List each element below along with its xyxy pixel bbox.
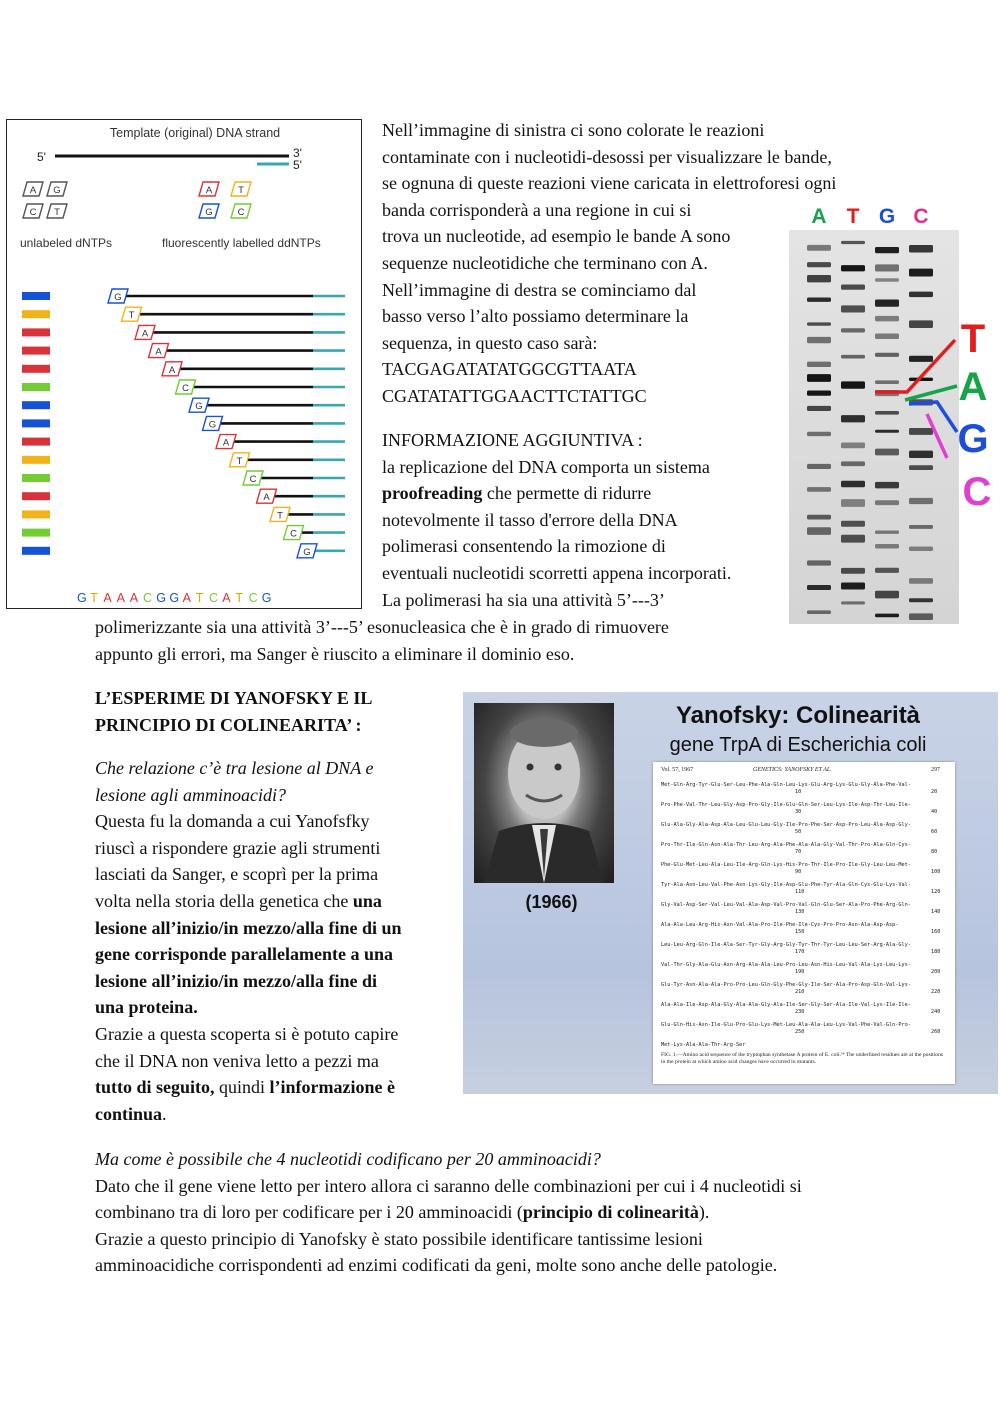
- gel-band: [807, 515, 831, 520]
- gel-bar: [22, 401, 50, 409]
- fragment-terminator: [122, 307, 142, 321]
- reading-letter: A: [958, 365, 988, 409]
- reading-letter: C: [962, 470, 992, 514]
- gel-band: [875, 544, 899, 549]
- gel-band: [807, 262, 831, 267]
- para1-line: banda corrisponderà a una regione in cui si: [382, 199, 692, 220]
- para1-line: trova un nucleotide, ad esempio le bande A sono: [382, 226, 731, 247]
- paper-residue-number: 220: [931, 989, 941, 995]
- paper-residue-number: 130: [795, 909, 805, 915]
- gel-bar: [22, 456, 50, 464]
- gel-bar: [22, 310, 50, 318]
- paper-residue-number: 50: [795, 829, 802, 835]
- reading-letter: G: [957, 417, 989, 461]
- body-line: [95, 1074, 402, 1101]
- gel-band: [807, 560, 831, 565]
- question-line: Ma come è possibile che 4 nucleotidi codificano per 20 amminoacidi?: [95, 1149, 601, 1169]
- body-plain: ).: [698, 1202, 710, 1223]
- gel-band: [875, 530, 899, 533]
- gel-bar: [22, 474, 50, 482]
- photo-caption: (1966): [525, 892, 578, 912]
- para1-line: Nell’immagine di sinistra ci sono colorate le reazioni: [382, 120, 765, 140]
- body-bold: una: [352, 890, 382, 911]
- section-yanofsky-heading: [95, 685, 372, 738]
- fragment-terminator-letter: T: [277, 510, 283, 522]
- gel-band: [909, 498, 933, 504]
- portrait-svg: [474, 703, 614, 883]
- paper-sequence-line: Ala-Ala-Ile-Asp-Ala-Gly-Ala-Ala-Gly-Ala-Ile-Ser-Gly-Ser-Ala-Ile-Val-Lys-Ile-Ile-: [661, 1002, 911, 1008]
- body-line: Dato che il gene viene letto per intero allora ci saranno delle combinazioni per cui i 4 nucleotidi si: [95, 1175, 802, 1196]
- paper-residue-number: 30: [795, 809, 802, 815]
- unlabeled-nucleotide: [47, 204, 67, 218]
- gel-band: [841, 499, 865, 507]
- labeled-nucleotide: [199, 204, 219, 218]
- para1-line: sequenza, in questo caso sarà:: [382, 332, 598, 353]
- fragment-terminator: [284, 526, 304, 540]
- info-line: [382, 480, 731, 507]
- sequence-letter: C: [209, 591, 219, 605]
- gel-band: [909, 320, 933, 328]
- body-line: riuscì a rispondere grazie agli strumenti: [95, 837, 381, 858]
- gel-band: [909, 428, 933, 435]
- fragment-terminator: [189, 398, 209, 412]
- body-plain: volta nella storia della genetica che: [95, 890, 353, 911]
- body-bold-line: lesione all’inizio/in mezzo/alla fine di un: [95, 917, 402, 938]
- sequence-letter: G: [77, 591, 87, 605]
- gel-band: [875, 380, 899, 384]
- labeled-nucleotide-letter: A: [205, 185, 213, 196]
- fragment-terminator-letter: C: [290, 528, 297, 540]
- sequence-letter: G: [169, 591, 180, 605]
- fragment-terminator: [149, 344, 169, 358]
- paper-sequence-line: Leu-Leu-Arg-Gln-Ile-Ala-Ser-Tyr-Gly-Arg-Gly-Tyr-Thr-Tyr-Leu-Leu-Ser-Arg-Ala-Gly-: [661, 942, 911, 948]
- body-plain: quindi: [214, 1077, 270, 1098]
- sequence-letter: G: [261, 591, 272, 605]
- fragment-terminator-letter: G: [114, 292, 122, 303]
- unlabeled-nucleotide-letter: T: [54, 207, 60, 218]
- eye-right: [555, 764, 562, 771]
- paper-caption: FIG. 1.—Amino acid sequence of the tryptophan synthetase A protein of E. coli.²⁴ The underlined residues are at the positions in the protein at which amino acid changes have occurred in mutants.: [661, 1052, 944, 1065]
- fragment-terminator: [243, 471, 263, 485]
- paper-sequence-line: Phe-Glu-Met-Leu-Ala-Leu-Ile-Arg-Gln-Lys-His-Pro-Thr-Ile-Pro-Ile-Gly-Leu-Leu-Met-: [661, 862, 911, 868]
- gel-band: [841, 568, 865, 574]
- body-bold-line: una proteina.: [95, 997, 198, 1018]
- fragment-terminator: [257, 489, 277, 503]
- fragment-terminator: [216, 435, 236, 449]
- five-prime-left-label: 5': [37, 150, 46, 164]
- gel-bar: [22, 510, 50, 518]
- unlabeled-dntps-label: unlabeled dNTPs: [20, 236, 113, 250]
- section-coding-question: [95, 1146, 802, 1279]
- five-prime-right-label: 5': [293, 158, 302, 172]
- slide-title: Yanofsky: Colinearità: [675, 702, 921, 729]
- paper-residue-number: 70: [795, 849, 802, 855]
- gel-band: [841, 481, 865, 487]
- paper-residue-number: 230: [795, 1009, 805, 1015]
- gel-bar: [22, 347, 50, 355]
- paper-residue-number: 90: [795, 869, 802, 875]
- paper-residue-number: 100: [931, 869, 941, 875]
- gel-band: [909, 451, 933, 458]
- gel-band: [807, 487, 831, 492]
- paper-residue-number: 20: [931, 789, 938, 795]
- sequence-line: TACGAGATATATGGCGTTAATA: [382, 359, 637, 380]
- sanger-diagram-figure: [6, 119, 362, 609]
- gel-band: [807, 362, 831, 367]
- sequence-letter: A: [222, 591, 231, 605]
- paper-residue-number: 60: [931, 829, 938, 835]
- gel-band: [841, 305, 865, 312]
- info-line: appunto gli errori, ma Sanger è riuscito a eliminare il dominio eso.: [95, 643, 575, 664]
- gel-band: [807, 322, 831, 325]
- fragment-terminator-letter: T: [128, 310, 135, 322]
- body-line: che il DNA non veniva letto a pezzi ma: [95, 1050, 379, 1071]
- para1-line: se ognuna di queste reazioni viene caricata in elettroforesi ogni: [382, 173, 837, 194]
- body-line: [95, 1101, 402, 1128]
- paper-header-left: Vol. 57, 1967: [661, 767, 694, 773]
- sequence-letter: T: [195, 591, 204, 605]
- gel-band: [875, 430, 899, 433]
- sequence-letter: C: [143, 591, 153, 605]
- gel-band: [841, 381, 865, 388]
- unlabeled-nucleotide: [23, 204, 43, 218]
- info-block: [382, 427, 731, 613]
- para1-line: contaminate con i nucleotidi-desossi per visualizzare le bande,: [382, 146, 832, 167]
- gel-bar: [22, 365, 50, 373]
- paper-residue-number: 170: [795, 949, 805, 955]
- gel-band: [807, 275, 831, 282]
- body-line: [95, 888, 402, 915]
- labeled-nucleotide-letter: G: [205, 207, 213, 218]
- lane-label: A: [811, 205, 827, 228]
- unlabeled-nucleotide-letter: G: [53, 185, 61, 196]
- gel-band: [841, 521, 865, 527]
- paper-sequence-line: Met-Lys-Ala-Ala-Thr-Arg-Ser: [661, 1042, 746, 1048]
- hair-shape: [510, 719, 578, 747]
- gel-band: [841, 601, 865, 604]
- body-bold: principio di colinearità: [522, 1202, 699, 1223]
- body-line: amminoacidiche corrispondenti ad enzimi codificati da geni, molte sono anche delle patologie.: [95, 1255, 778, 1276]
- info-heading: INFORMAZIONE AGGIUNTIVA :: [382, 430, 643, 450]
- gel-band: [909, 546, 933, 551]
- paper-residue-number: 200: [931, 969, 941, 975]
- info-line: eventuali nucleotidi scorretti appena incorporati.: [382, 562, 732, 583]
- fragment-terminator: [297, 544, 317, 558]
- gel-band: [875, 316, 899, 321]
- labeled-nucleotide-letter: T: [238, 185, 244, 196]
- paper-residue-number: 110: [795, 889, 805, 895]
- body-line: Questa fu la domanda a cui Yanofsfky: [95, 811, 370, 832]
- labeled-nucleotide: [231, 204, 251, 218]
- paper-sequence-line: Ala-Ala-Leu-Arg-His-Asn-Val-Ala-Pro-Ile-Phe-Ile-Cys-Pro-Pro-Asn-Ala-Asp-Asp-: [661, 922, 899, 928]
- info-block-continued: [95, 614, 669, 667]
- info-line: la replicazione del DNA comporta un sistema: [382, 456, 710, 477]
- reading-letter: T: [960, 317, 986, 361]
- paper-sequence-line: Met-Gln-Arg-Tyr-Glu-Ser-Leu-Phe-Ala-Gln-Leu-Lys-Glu-Arg-Lys-Glu-Gly-Ala-Phe-Val-: [661, 782, 911, 788]
- unlabeled-dntps-group: [23, 182, 67, 218]
- body-bold: continua: [95, 1103, 163, 1124]
- gel-band: [807, 585, 831, 590]
- paper-sequence-line: Tyr-Ala-Asn-Leu-Val-Phe-Asn-Lys-Gly-Ile-Asp-Glu-Phe-Tyr-Ala-Gln-Cys-Glu-Lys-Val-: [661, 882, 911, 888]
- fragment-terminator-letter: A: [141, 328, 149, 340]
- fragment-terminator: [176, 380, 196, 394]
- gel-band: [909, 292, 933, 297]
- info-line-rest: che permette di ridurre: [482, 483, 652, 504]
- sequencing-gel-figure: [787, 200, 995, 624]
- sequence-line: CGATATATTGGAACTTCTATTGC: [382, 385, 647, 406]
- gel-band: [841, 461, 865, 466]
- sequencing-gel-svg: [787, 200, 995, 624]
- gel-band: [841, 355, 865, 359]
- fragment-terminator-letter: C: [182, 383, 189, 394]
- three-prime-label: 3': [293, 146, 302, 160]
- paper-residue-number: 180: [931, 949, 941, 955]
- body-line: lasciati da Sanger, e scoprì per la prima: [95, 864, 379, 885]
- gel-band: [841, 415, 865, 422]
- gel-band: [875, 334, 899, 339]
- info-line: polimerasi consentendo la rimozione di: [382, 536, 666, 557]
- para1-line: Nell’immagine di destra se cominciamo dal: [382, 279, 697, 300]
- gel-band: [875, 482, 899, 489]
- gel-band: [909, 613, 933, 620]
- paper-residue-number: 210: [795, 989, 805, 995]
- paper-residue-number: 190: [795, 969, 805, 975]
- fragment-terminator-letter: A: [168, 364, 176, 376]
- fragment-terminator: [108, 289, 128, 303]
- paper-residue-number: 160: [931, 929, 941, 935]
- gel-band: [807, 297, 831, 301]
- lane-label: C: [913, 205, 929, 228]
- unlabeled-nucleotide-letter: C: [29, 207, 37, 218]
- gel-band: [875, 411, 899, 415]
- gel-band: [841, 241, 865, 244]
- paper-residue-number: 10: [795, 789, 802, 795]
- sequence-letter: T: [90, 591, 98, 605]
- labeled-nucleotide: [199, 182, 219, 196]
- gel-band: [875, 591, 899, 599]
- gel-lane-labels: [811, 205, 928, 228]
- sequence-letter: G: [156, 591, 166, 605]
- gel-band: [875, 247, 899, 253]
- paper-residue-number: 150: [795, 929, 805, 935]
- body-plain: combinano tra di loro per codificare per i 20 amminoacidi (: [95, 1202, 523, 1223]
- sequence-letter: A: [182, 591, 191, 605]
- section-heading: PRINCIPIO DI COLINEARITA’ :: [95, 714, 362, 735]
- fluorescent-ddntps-label: fluorescently labelled ddNTPs: [162, 236, 321, 250]
- gel-bar: [22, 328, 50, 336]
- question-line: Che relazione c’è tra lesione al DNA e: [95, 758, 374, 778]
- gel-bar: [22, 529, 50, 537]
- fragment-terminator: [135, 325, 155, 339]
- fragment-terminator-letter: G: [195, 401, 203, 413]
- proofreading-term: proofreading: [382, 483, 483, 504]
- gel-bar: [22, 292, 50, 300]
- body-line: Grazie a questo principio di Yanofsky è stato possibile identificare tantissime lesioni: [95, 1228, 703, 1249]
- fragments-group: [108, 289, 345, 558]
- gel-band: [909, 525, 933, 529]
- paragraph-sanger-explanation: [382, 117, 836, 410]
- gel-band: [841, 535, 865, 543]
- gel-band: [807, 432, 831, 436]
- gel-band: [807, 464, 831, 469]
- body-bold: l’informazione è: [269, 1077, 395, 1098]
- para1-line: basso verso l’alto possiamo determinare la: [382, 306, 689, 327]
- fragment-terminator-letter: A: [222, 437, 230, 449]
- gel-band: [841, 285, 865, 290]
- gel-bar: [22, 492, 50, 500]
- paper-residue-number: 250: [795, 1029, 805, 1035]
- unlabeled-nucleotide: [23, 182, 43, 196]
- gel-band: [909, 598, 933, 602]
- info-line: La polimerasi ha sia una attività 5’---3’: [382, 589, 665, 610]
- fragment-terminator: [270, 507, 290, 521]
- gel-band: [807, 390, 831, 395]
- gel-band: [807, 406, 831, 411]
- unlabeled-nucleotide: [47, 182, 67, 196]
- body-line: [95, 1199, 802, 1226]
- sequence-letter: A: [116, 591, 125, 605]
- gel-bar: [22, 383, 50, 391]
- section-yanofsky-body: [95, 755, 402, 1127]
- gel-band: [909, 245, 933, 253]
- fragment-terminator: [230, 453, 250, 467]
- labeled-nucleotide-letter: C: [237, 207, 245, 218]
- slide-subtitle: gene TrpA di Escherichia coli: [669, 734, 927, 756]
- gel-bar: [22, 547, 50, 555]
- para1-line: sequenze nucleotidiche che terminano con A.: [382, 252, 708, 273]
- gel-band: [841, 265, 865, 271]
- template-strand-title: Template (original) DNA strand: [109, 126, 281, 140]
- gel-band: [875, 500, 899, 505]
- gel-band: [807, 610, 831, 614]
- yanofsky-portrait-photo: [474, 703, 614, 883]
- unlabeled-nucleotide-letter: A: [29, 185, 37, 196]
- gel-band: [909, 269, 933, 277]
- gel-band: [909, 465, 933, 470]
- gel-band: [875, 449, 899, 456]
- paper-residue-number: 120: [931, 889, 941, 895]
- gel-band: [807, 337, 831, 343]
- paper-residue-number: 80: [931, 849, 938, 855]
- paper-sequence-line: Gly-Val-Asp-Ser-Val-Leu-Val-Ala-Asp-Val-Pro-Val-Gln-Glu-Ser-Ala-Pro-Phe-Arg-Gln-: [661, 902, 911, 908]
- section-heading: L’ESPERIME DI YANOFSKY E IL: [95, 688, 373, 708]
- bottom-sequence-group: [77, 591, 272, 605]
- fragment-terminator-letter: A: [155, 346, 162, 358]
- sequence-letter: A: [103, 591, 112, 605]
- gel-band: [875, 614, 899, 618]
- gel-band: [875, 300, 899, 307]
- gel-band: [875, 264, 899, 271]
- body-plain: .: [162, 1103, 167, 1124]
- sequence-letter: A: [129, 591, 139, 605]
- gel-bar: [22, 438, 50, 446]
- lane-label: T: [846, 205, 860, 228]
- gel-band: [807, 245, 831, 251]
- gel-bar: [22, 419, 50, 427]
- lane-label: G: [878, 205, 896, 228]
- paper-excerpt: [653, 762, 955, 1084]
- paper-residue-number: 240: [931, 1009, 941, 1015]
- fragment-terminator-letter: T: [236, 455, 243, 467]
- paper-sequence-line: Pro-Phe-Val-Thr-Leu-Gly-Asp-Pro-Gly-Ile-Glu-Gln-Ser-Leu-Lys-Ile-Asp-Thr-Leu-Ile-: [661, 802, 911, 808]
- paper-sequence-line: Glu-Ala-Gly-Ala-Asp-Ala-Leu-Glu-Leu-Gly-Ile-Pro-Phe-Ser-Asp-Pro-Leu-Ala-Asp-Gly-: [661, 822, 911, 828]
- paper-residue-number: 40: [931, 809, 938, 815]
- paper-sequence-line: Pro-Thr-Ile-Gln-Asn-Ala-Thr-Leu-Arg-Ala-Phe-Ala-Ala-Gly-Val-Thr-Pro-Ala-Gln-Cys-: [661, 842, 911, 848]
- gel-band: [807, 374, 831, 382]
- labeled-nucleotide: [231, 182, 251, 196]
- paper-residue-number: 260: [931, 1029, 941, 1035]
- gel-band: [909, 356, 933, 362]
- yanofsky-slide-figure: [463, 692, 998, 1094]
- fragment-terminator-letter: G: [303, 546, 311, 558]
- gel-big-letters: [957, 317, 991, 514]
- question-line: lesione agli amminoacidi?: [95, 784, 286, 805]
- body-bold: tutto di seguito,: [95, 1077, 215, 1098]
- body-bold-line: lesione all’inizio/in mezzo/alla fine di: [95, 970, 377, 991]
- sequence-letter: C: [248, 591, 258, 605]
- gel-band: [909, 578, 933, 584]
- fragment-terminator-letter: G: [208, 419, 217, 431]
- sequence-letter: T: [235, 591, 244, 605]
- body-line: Grazie a questa scoperta si è potuto capire: [95, 1023, 399, 1044]
- info-line: notevolmente il tasso d'errore della DNA: [382, 509, 678, 530]
- paper-residue-number: 140: [931, 909, 941, 915]
- fragment-terminator-letter: A: [263, 492, 270, 504]
- labeled-ddntps-group: [199, 182, 251, 218]
- paper-sequence-line: Val-Thr-Gly-Ala-Glu-Asn-Arg-Ala-Ala-Leu-Pro-Leu-Asn-His-Leu-Val-Ala-Lys-Leu-Lys-: [661, 962, 911, 968]
- gel-bars-group: [22, 292, 50, 555]
- gel-band: [841, 328, 865, 332]
- paper-header-right: 297: [931, 767, 940, 773]
- paper-sequence-line: Glu-Tyr-Asn-Ala-Ala-Pro-Pro-Leu-Gln-Gly-Phe-Gly-Ile-Ser-Ala-Pro-Asp-Gln-Val-Lys-: [661, 982, 911, 988]
- paper-header-center: GENETICS: YANOFSKY ET AL.: [753, 767, 832, 773]
- paper-sequence-line: Glu-Gln-His-Asn-Ile-Glu-Pro-Glu-Lys-Met-Leu-Ala-Ala-Leu-Lys-Val-Phe-Val-Gln-Pro-: [661, 1022, 911, 1028]
- gel-band: [841, 583, 865, 590]
- gel-band: [841, 442, 865, 448]
- info-line: polimerizzante sia una attività 3’---5’ esonucleasica che è in grado di rimuovere: [95, 617, 669, 637]
- sanger-diagram-svg: [7, 120, 360, 607]
- gel-band: [875, 353, 899, 357]
- gel-band: [875, 278, 899, 281]
- fragment-terminator: [162, 362, 182, 376]
- eye-left: [527, 764, 534, 771]
- gel-band: [807, 527, 831, 535]
- body-bold-line: gene corrisponde parallelamente a una: [95, 944, 393, 965]
- fragment-terminator: [203, 416, 223, 430]
- fragment-terminator-letter: C: [249, 474, 257, 485]
- gel-band: [875, 568, 899, 573]
